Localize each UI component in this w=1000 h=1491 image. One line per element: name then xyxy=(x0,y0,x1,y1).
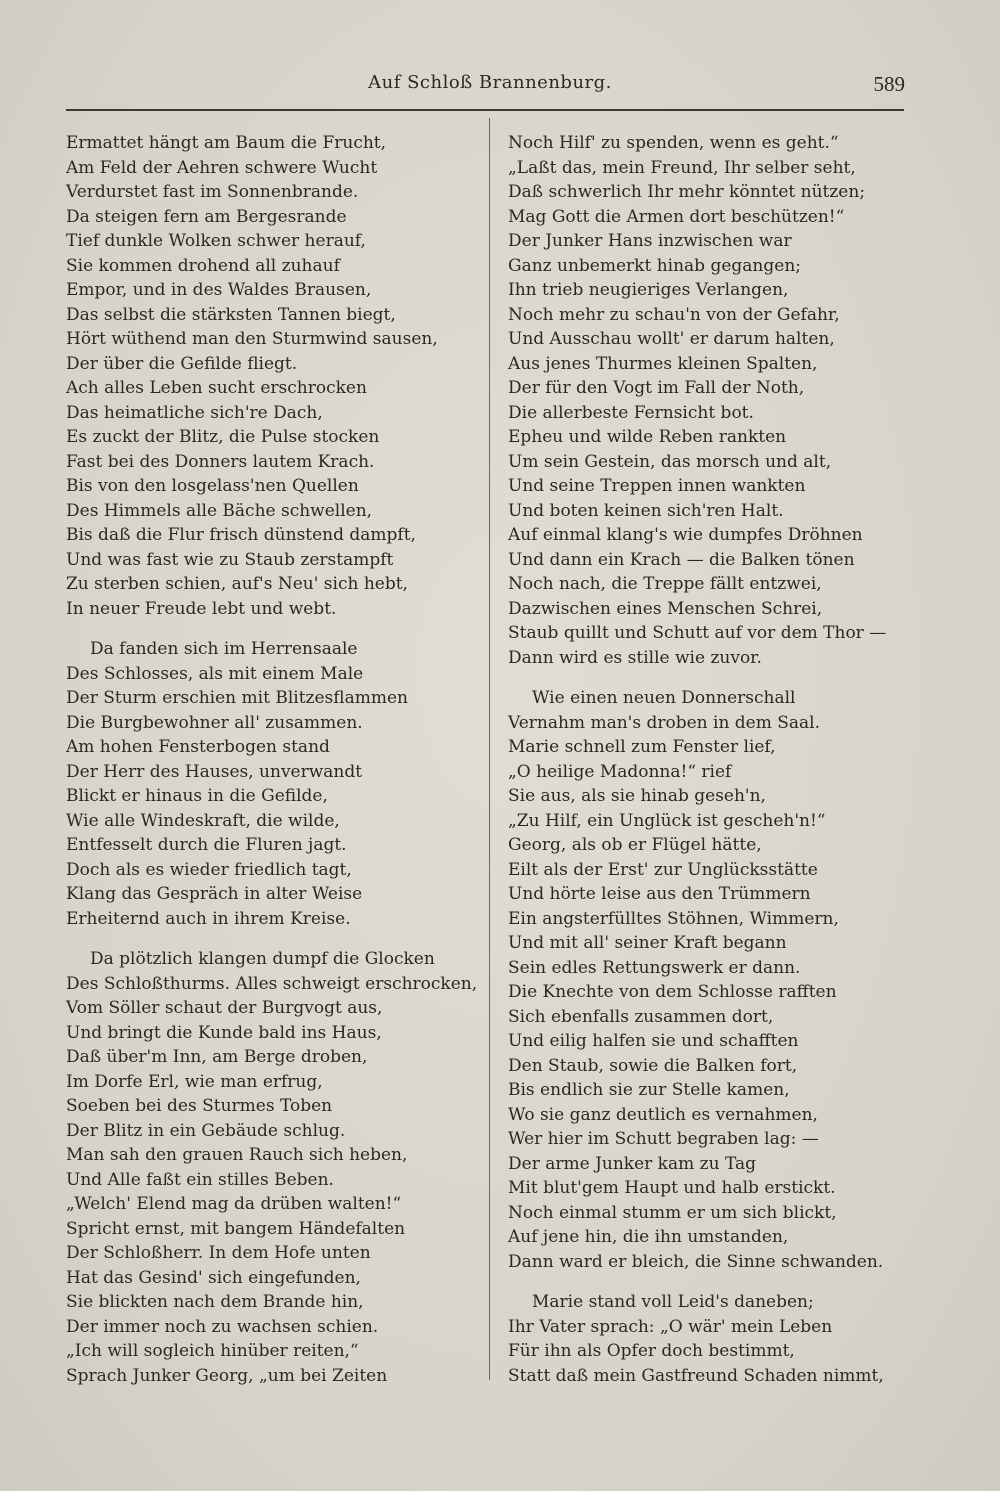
header-rule xyxy=(66,109,904,111)
verse-line: „Zu Hilf, ein Unglück ist gescheh'n!“ xyxy=(508,810,826,831)
verse-line: „Laßt das, mein Freund, Ihr selber seht, xyxy=(508,157,856,178)
verse-line: Wie einen neuen Donnerschall xyxy=(532,688,796,708)
verse-line: Und Ausschau wollt' er darum halten, xyxy=(508,329,835,349)
verse-line: Dann wird es stille wie zuvor. xyxy=(508,647,762,668)
verse-line: Sein edles Rettungswerk er dann. xyxy=(508,957,801,978)
verse-line: Und Alle faßt ein stilles Beben. xyxy=(66,1169,334,1190)
verse-line: Da fanden sich im Herrensaale xyxy=(90,639,358,659)
verse-line: Und eilig halfen sie und schafften xyxy=(508,1031,799,1051)
verse-line: Ermattet hängt am Baum die Frucht, xyxy=(66,133,387,153)
stanza xyxy=(66,947,482,1388)
verse-line: In neuer Freude lebt und webt. xyxy=(66,598,337,619)
verse-line: Marie schnell zum Fenster lief, xyxy=(508,737,776,757)
verse-line: Am hohen Fensterbogen stand xyxy=(66,737,330,757)
verse-line: Tief dunkle Wolken schwer herauf, xyxy=(66,231,366,251)
verse-line: Im Dorfe Erl, wie man erfrug, xyxy=(66,1071,323,1092)
verse-line: „O heilige Madonna!“ rief xyxy=(508,761,732,782)
verse-line: Empor, und in des Waldes Brausen, xyxy=(66,280,372,300)
verse-line: Noch Hilf' zu spenden, wenn es geht.“ xyxy=(508,133,839,153)
verse-line: Man sah den grauen Rauch sich heben, xyxy=(66,1145,408,1165)
verse-line: Da steigen fern am Bergesrande xyxy=(66,206,347,227)
verse-line: Des Schloßthurms. Alles schweigt erschrocken, xyxy=(66,973,478,994)
verse-line: „Welch' Elend mag da drüben walten!“ xyxy=(66,1194,402,1214)
verse-line: Das heimatliche sich're Dach, xyxy=(66,402,323,423)
verse-line: Bis endlich sie zur Stelle kamen, xyxy=(508,1080,790,1100)
stanza xyxy=(508,1290,908,1388)
verse-line: Bis von den losgelass'nen Quellen xyxy=(66,476,359,496)
verse-line: Ach alles Leben sucht erschrocken xyxy=(66,378,367,398)
verse-line: Ganz unbemerkt hinab gegangen; xyxy=(508,255,801,276)
verse-line: Und was fast wie zu Staub zerstampft xyxy=(66,549,394,570)
verse-line: Soeben bei des Sturmes Toben xyxy=(66,1096,333,1116)
verse-line: Wo sie ganz deutlich es vernahmen, xyxy=(508,1104,818,1125)
right-column xyxy=(508,131,908,1404)
verse-line: Mit blut'gem Haupt und halb erstickt. xyxy=(508,1178,836,1198)
verse-line: Der Herr des Hauses, unverwandt xyxy=(66,761,363,782)
verse-line: Sich ebenfalls zusammen dort, xyxy=(508,1006,774,1027)
verse-line: Ihn trieb neugieriges Verlangen, xyxy=(508,280,789,300)
verse-line: Doch als es wieder friedlich tagt, xyxy=(66,859,352,880)
verse-line: Der Schloßherr. In dem Hofe unten xyxy=(66,1243,371,1263)
verse-line: Erheiternd auch in ihrem Kreise. xyxy=(66,908,351,929)
verse-line: Verdurstet fast im Sonnenbrande. xyxy=(66,182,359,202)
verse-line: Noch einmal stumm er um sich blickt, xyxy=(508,1202,837,1223)
column-divider xyxy=(489,118,490,1380)
verse-line: Mag Gott die Armen dort beschützen!“ xyxy=(508,206,845,227)
verse-line: Das selbst die stärksten Tannen biegt, xyxy=(66,304,396,325)
verse-line: Um sein Gestein, das morsch und alt, xyxy=(508,451,832,472)
verse-line: Dann ward er bleich, die Sinne schwanden. xyxy=(508,1251,884,1272)
verse-line: Vom Söller schaut der Burgvogt aus, xyxy=(66,998,383,1018)
verse-line: Daß über'm Inn, am Berge droben, xyxy=(66,1047,368,1067)
verse-line: Sie blickten nach dem Brande hin, xyxy=(66,1292,364,1312)
verse-line: Die Knechte von dem Schlosse rafften xyxy=(508,982,837,1002)
stanza xyxy=(66,637,482,931)
verse-line: Und hörte leise aus den Trümmern xyxy=(508,884,811,904)
verse-line: „Ich will sogleich hinüber reiten,“ xyxy=(66,1341,359,1361)
verse-line: Spricht ernst, mit bangem Händefalten xyxy=(66,1218,406,1239)
verse-line: Eilt als der Erst' zur Unglücksstätte xyxy=(508,859,818,880)
verse-line: Ihr Vater sprach: „O wär' mein Leben xyxy=(508,1316,833,1337)
verse-line: Der Sturm erschien mit Blitzesflammen xyxy=(66,688,408,708)
verse-line: Der über die Gefilde fliegt. xyxy=(66,353,298,374)
verse-line: Fast bei des Donners lautem Krach. xyxy=(66,451,375,472)
verse-line: Des Himmels alle Bäche schwellen, xyxy=(66,500,373,521)
verse-line: Aus jenes Thurmes kleinen Spalten, xyxy=(508,353,818,374)
verse-line: Wie alle Windeskraft, die wilde, xyxy=(66,810,340,831)
left-column xyxy=(66,131,482,1404)
verse-line: Epheu und wilde Reben rankten xyxy=(508,427,787,447)
verse-line: Die allerbeste Fernsicht bot. xyxy=(508,402,754,423)
verse-line: Wer hier im Schutt begraben lag: — xyxy=(508,1129,819,1149)
verse-line: Noch nach, die Treppe fällt entzwei, xyxy=(508,574,822,594)
verse-line: Auf einmal klang's wie dumpfes Dröhnen xyxy=(508,525,863,545)
verse-line: Auf jene hin, die ihn umstanden, xyxy=(508,1227,789,1247)
verse-line: Den Staub, sowie die Balken fort, xyxy=(508,1055,798,1076)
verse-line: Die Burgbewohner all' zusammen. xyxy=(66,712,363,733)
verse-line: Noch mehr zu schau'n von der Gefahr, xyxy=(508,304,840,325)
verse-line: Ein angsterfülltes Stöhnen, Wimmern, xyxy=(508,908,839,929)
verse-line: Und dann ein Krach — die Balken tönen xyxy=(508,549,855,570)
verse-line: Daß schwerlich Ihr mehr könntet nützen; xyxy=(508,182,866,202)
verse-line: Und mit all' seiner Kraft begann xyxy=(508,933,787,953)
verse-line: Der für den Vogt im Fall der Noth, xyxy=(508,378,805,398)
verse-line: Der arme Junker kam zu Tag xyxy=(508,1153,756,1174)
verse-line: Für ihn als Opfer doch bestimmt, xyxy=(508,1341,795,1361)
verse-line: Hört wüthend man den Sturmwind sausen, xyxy=(66,329,438,349)
verse-line: Sprach Junker Georg, „um bei Zeiten xyxy=(66,1365,388,1386)
verse-line: Sie kommen drohend all zuhauf xyxy=(66,255,340,276)
verse-line: Marie stand voll Leid's daneben; xyxy=(532,1292,814,1312)
verse-line: Sie aus, als sie hinab geseh'n, xyxy=(508,786,766,806)
running-title: Auf Schloß Brannenburg. xyxy=(368,72,612,93)
verse-line: Zu sterben schien, auf's Neu' sich hebt, xyxy=(66,574,408,594)
verse-line: Vernahm man's droben in dem Saal. xyxy=(508,712,821,733)
verse-line: Georg, als ob er Flügel hätte, xyxy=(508,835,762,855)
verse-line: Da plötzlich klangen dumpf die Glocken xyxy=(90,949,435,969)
verse-line: Bis daß die Flur frisch dünstend dampft, xyxy=(66,525,416,545)
verse-line: Des Schlosses, als mit einem Male xyxy=(66,663,364,684)
stanza xyxy=(66,131,482,621)
verse-line: Der Blitz in ein Gebäude schlug. xyxy=(66,1120,346,1141)
verse-line: Staub quillt und Schutt auf vor dem Thor — xyxy=(508,623,887,643)
verse-line: Der Junker Hans inzwischen war xyxy=(508,231,792,251)
verse-line: Es zuckt der Blitz, die Pulse stocken xyxy=(66,427,380,447)
verse-line: Am Feld der Aehren schwere Wucht xyxy=(66,157,378,178)
verse-line: Und seine Treppen innen wankten xyxy=(508,476,806,496)
verse-line: Der immer noch zu wachsen schien. xyxy=(66,1316,379,1337)
verse-line: Hat das Gesind' sich eingefunden, xyxy=(66,1267,361,1288)
verse-line: Blickt er hinaus in die Gefilde, xyxy=(66,786,328,806)
verse-line: Entfesselt durch die Fluren jagt. xyxy=(66,835,347,855)
stanza xyxy=(508,131,908,670)
verse-line: Und bringt die Kunde bald ins Haus, xyxy=(66,1022,382,1043)
verse-line: Statt daß mein Gastfreund Schaden nimmt, xyxy=(508,1365,884,1386)
verse-line: Dazwischen eines Menschen Schrei, xyxy=(508,598,823,619)
verse-line: Und boten keinen sich'ren Halt. xyxy=(508,500,784,521)
verse-line: Klang das Gespräch in alter Weise xyxy=(66,884,363,904)
page-number: 589 xyxy=(873,72,905,96)
stanza xyxy=(508,686,908,1274)
